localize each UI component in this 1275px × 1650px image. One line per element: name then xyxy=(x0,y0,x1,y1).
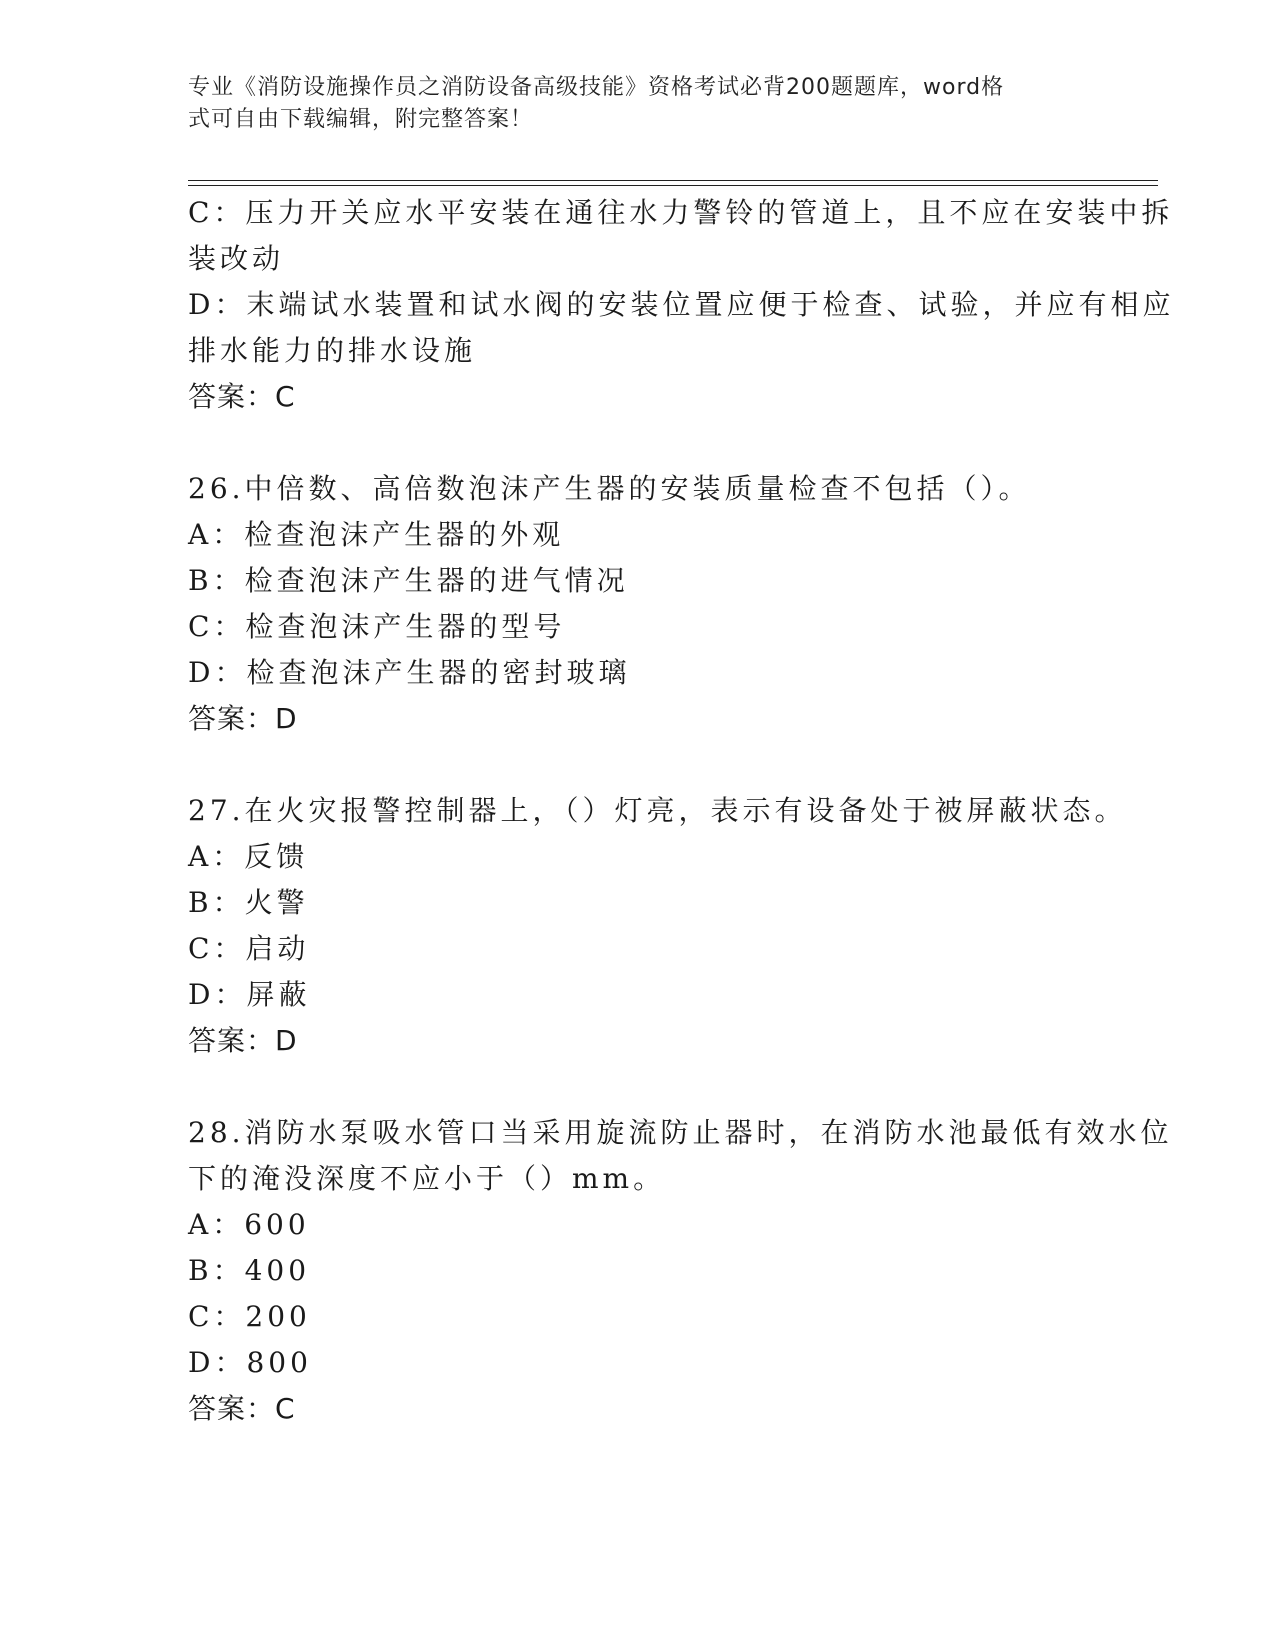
question-block-28 xyxy=(188,1110,1173,1432)
option-d-26: D：检查泡沫产生器的密封玻璃 xyxy=(188,656,631,689)
option-d-line-1: D：末端试水装置和试水阀的安装位置应便于检查、试验，并应有相应 xyxy=(188,288,1175,321)
header-line-2: 式可自由下载编辑，附完整答案！ xyxy=(188,107,534,132)
answer-25: 答案：C xyxy=(188,380,296,413)
header-rule-top xyxy=(188,180,1158,181)
page-header xyxy=(188,72,1068,136)
answer-27: 答案：D xyxy=(188,1024,298,1057)
question-content xyxy=(188,190,1175,1432)
question-stem-26: 26.中倍数、高倍数泡沫产生器的安装质量检查不包括（）。 xyxy=(188,472,1031,505)
option-a-28: A：600 xyxy=(188,1208,310,1241)
spacer xyxy=(188,1064,1088,1110)
question-stem-28-line-2: 下的淹没深度不应小于（）mm。 xyxy=(188,1162,666,1195)
option-b-28: B：400 xyxy=(188,1254,311,1287)
option-b-26: B：检查泡沫产生器的进气情况 xyxy=(188,564,629,597)
option-c-line-2: 装改动 xyxy=(188,242,285,275)
option-c-line-1: C：压力开关应水平安装在通往水力警铃的管道上，且不应在安装中拆 xyxy=(188,196,1174,229)
option-b-27: B：火警 xyxy=(188,886,309,919)
option-c-28: C：200 xyxy=(188,1300,311,1333)
option-c-26: C：检查泡沫产生器的型号 xyxy=(188,610,566,643)
answer-28: 答案：C xyxy=(188,1392,296,1425)
option-d-28: D：800 xyxy=(188,1346,312,1379)
option-d-27: D：屏蔽 xyxy=(188,978,311,1011)
question-stem-27: 27.在火灾报警控制器上，（）灯亮，表示有设备处于被屏蔽状态。 xyxy=(188,794,1127,827)
option-a-26: A：检查泡沫产生器的外观 xyxy=(188,518,565,551)
question-block-27 xyxy=(188,788,1127,1064)
header-rule-bottom xyxy=(188,185,1158,186)
option-a-27: A：反馈 xyxy=(188,840,309,873)
question-block-25 xyxy=(188,190,1175,420)
spacer xyxy=(188,420,1088,466)
answer-26: 答案：D xyxy=(188,702,298,735)
question-stem-28-line-1: 28.消防水泵吸水管口当采用旋流防止器时，在消防水池最低有效水位 xyxy=(188,1116,1173,1149)
option-d-line-2: 排水能力的排水设施 xyxy=(188,334,477,367)
question-block-26 xyxy=(188,466,1088,742)
option-c-27: C：启动 xyxy=(188,932,310,965)
spacer xyxy=(188,742,1088,788)
header-line-1: 专业《消防设施操作员之消防设备高级技能》资格考试必背200题题库，word格 xyxy=(188,75,1005,100)
